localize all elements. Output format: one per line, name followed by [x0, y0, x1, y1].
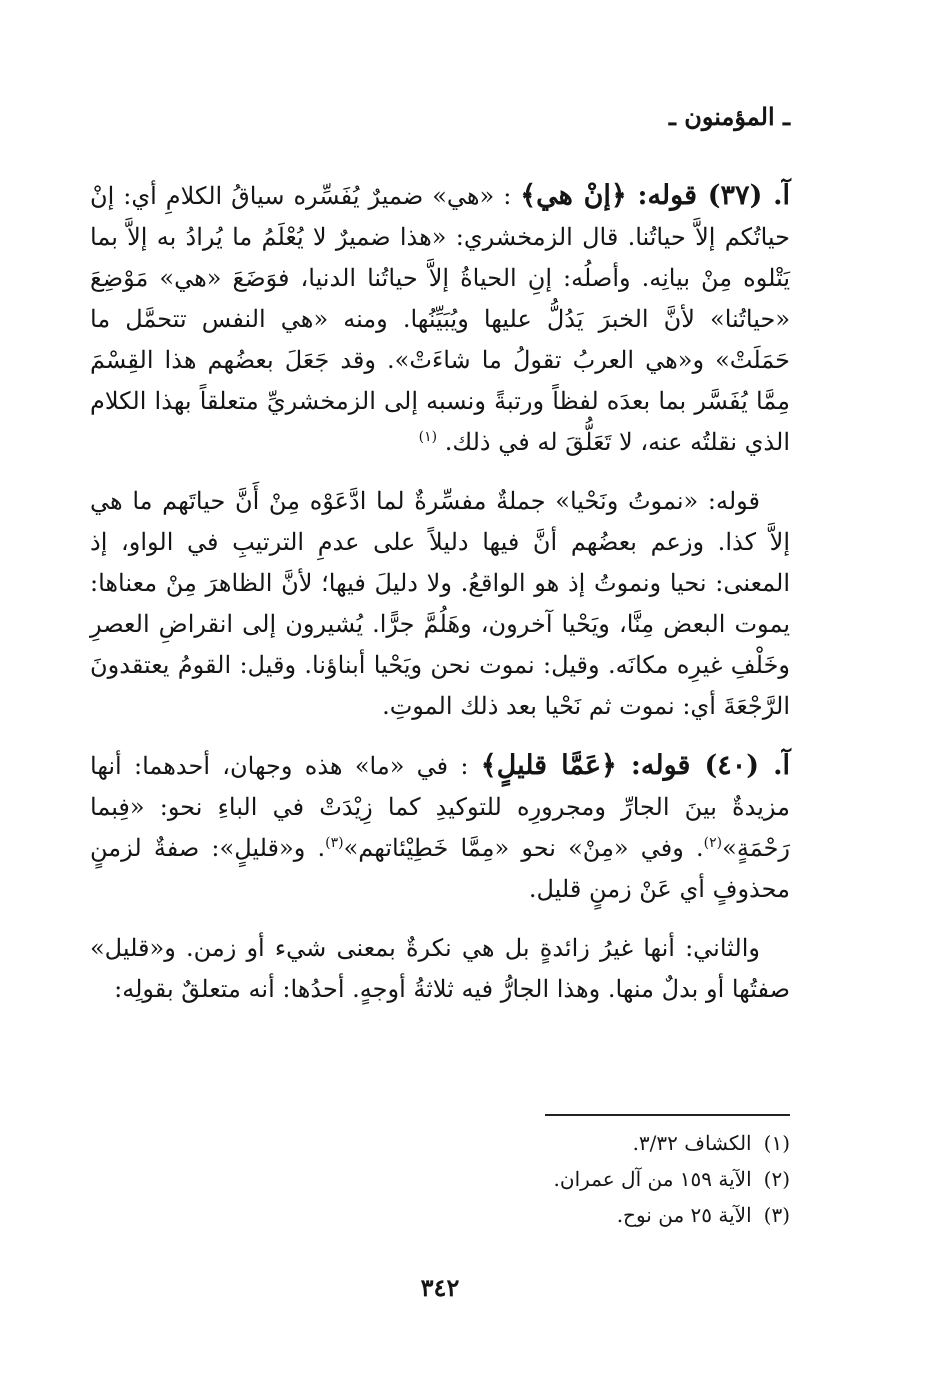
footnote-ref-3[interactable]: (٣) [325, 835, 344, 851]
verse-40-text: : في «ما» هذه وجهان، أحدهما: أنها مزيدةٌ بينَ الجارِّ ومجرورِه للتوكيدِ كما زِيْدَتْ في الباءِ نحو: «فِبما رَحْمَةٍ» [90, 752, 790, 862]
footnote-number: (٢) [763, 1167, 790, 1191]
verse-40-text-3: . و«قليلٍ»: صفةٌ لزمنٍ محذوفٍ أي عَنْ زمنٍ قليل. [90, 834, 790, 903]
footnote-item [190, 1161, 790, 1197]
verse-37-text: : «هي» ضميرٌ يُفَسِّره سياقُ الكلامِ أي: إنْ حياتُكم إلاَّ حياتُنا. قال الزمخشري: «هذا ضميرٌ لا يُعْلَمُ ما يُرادُ به إلاَّ بما يَتْلوه مِنْ بيانِه. وأصلُه: إنِ الحياةُ إلاَّ حياتُنا الدنيا، فوَضَعَ «هي» مَوْضِعَ «حياتُنا» لأنَّ الخبرَ يَدُلُّ عليها ويُبَيِّنُها. ومنه «هي النفس تتحمَّل ما حَمَلَتْ» و«هي العربُ تقولُ ما شاءَتْ». وقد جَعَلَ بعضُهم هذا القِسْمَ مِمَّا يُفَسَّر بما بعدَه لفظاً ورتبةً ونسبه إلى الزمخشريِّ متعلقاً بهذا الكلام الذي نقلتُه عنه، لا تَعَلُّقَ له في ذلك. [90, 182, 790, 456]
verse-40-text-2: . وفي «مِنْ» نحو «مِمَّا خَطِيْئاتهم» [343, 834, 704, 862]
document-page [90, 90, 790, 1330]
footnote-ref-2[interactable]: (٢) [703, 835, 723, 851]
paragraph-namutu-wa-nahya [90, 481, 790, 727]
verse-37-lead: آ. (٣٧) قوله: ﴿إنْ هي﴾ [520, 180, 790, 211]
footnote-text: الآية ٢٥ من نوح. [616, 1203, 752, 1227]
footnote-text: الكشاف ٣/٣٢. [632, 1131, 752, 1155]
paragraph-second-view [90, 928, 790, 1010]
footnotes-list [190, 1125, 790, 1233]
namutu-text: قوله: «نموتُ ونَحْيا» جملةٌ مفسِّرةٌ لما ادَّعَوْه مِنْ أَنَّ حياتَهم ما هي إلاَّ كذا. وزعم بعضُهم أنَّ فيها دليلاً على عدمِ الترتيبِ في الواو، إذ المعنى: نحيا ونموتُ إذ هو الواقعُ. ولا دليلَ فيها؛ لأنَّ الظاهرَ مِنْ معناها: يموت البعض مِنَّا، ويَحْيا آخرون، وهَلُمَّ جرًّا. يُشيرون إلى انقراضِ العصرِ وخَلْفِ غيرِه مكانَه. وقيل: نموت نحن ويَحْيا أبناؤنا. وقيل: القومُ يعتقدونَ الرَّجْعَةَ أي: نموت ثم نَحْيا بعد ذلك الموتِ. [90, 487, 790, 720]
footnote-ref-1[interactable]: (١) [418, 429, 438, 445]
paragraph-verse-40 [90, 745, 790, 910]
body-text [90, 175, 790, 1028]
footnote-item [190, 1125, 790, 1161]
footnote-number: (١) [763, 1131, 790, 1155]
running-title: ـ المؤمنون ـ [668, 102, 790, 131]
verse-40-lead: آ. (٤٠) قوله: ﴿عَمَّا قليلٍ﴾ [480, 750, 791, 781]
footnote-number: (٣) [763, 1203, 790, 1227]
paragraph-verse-37 [90, 175, 790, 463]
footnote-item [190, 1197, 790, 1233]
second-view-text: والثاني: أنها غيرُ زائدةٍ بل هي نكرةٌ بمعنى شيء أو زمن. و«قليل» صفتُها أو بدلٌ منها. وهذا الجارُّ فيه ثلاثةُ أوجهٍ. أحدُها: أنه متعلقٌ بقولِه: [90, 934, 790, 1003]
page-number: ٣٤٢ [420, 1273, 460, 1302]
footnote-divider [545, 1114, 790, 1116]
footnote-text: الآية ١٥٩ من آل عمران. [553, 1167, 752, 1191]
